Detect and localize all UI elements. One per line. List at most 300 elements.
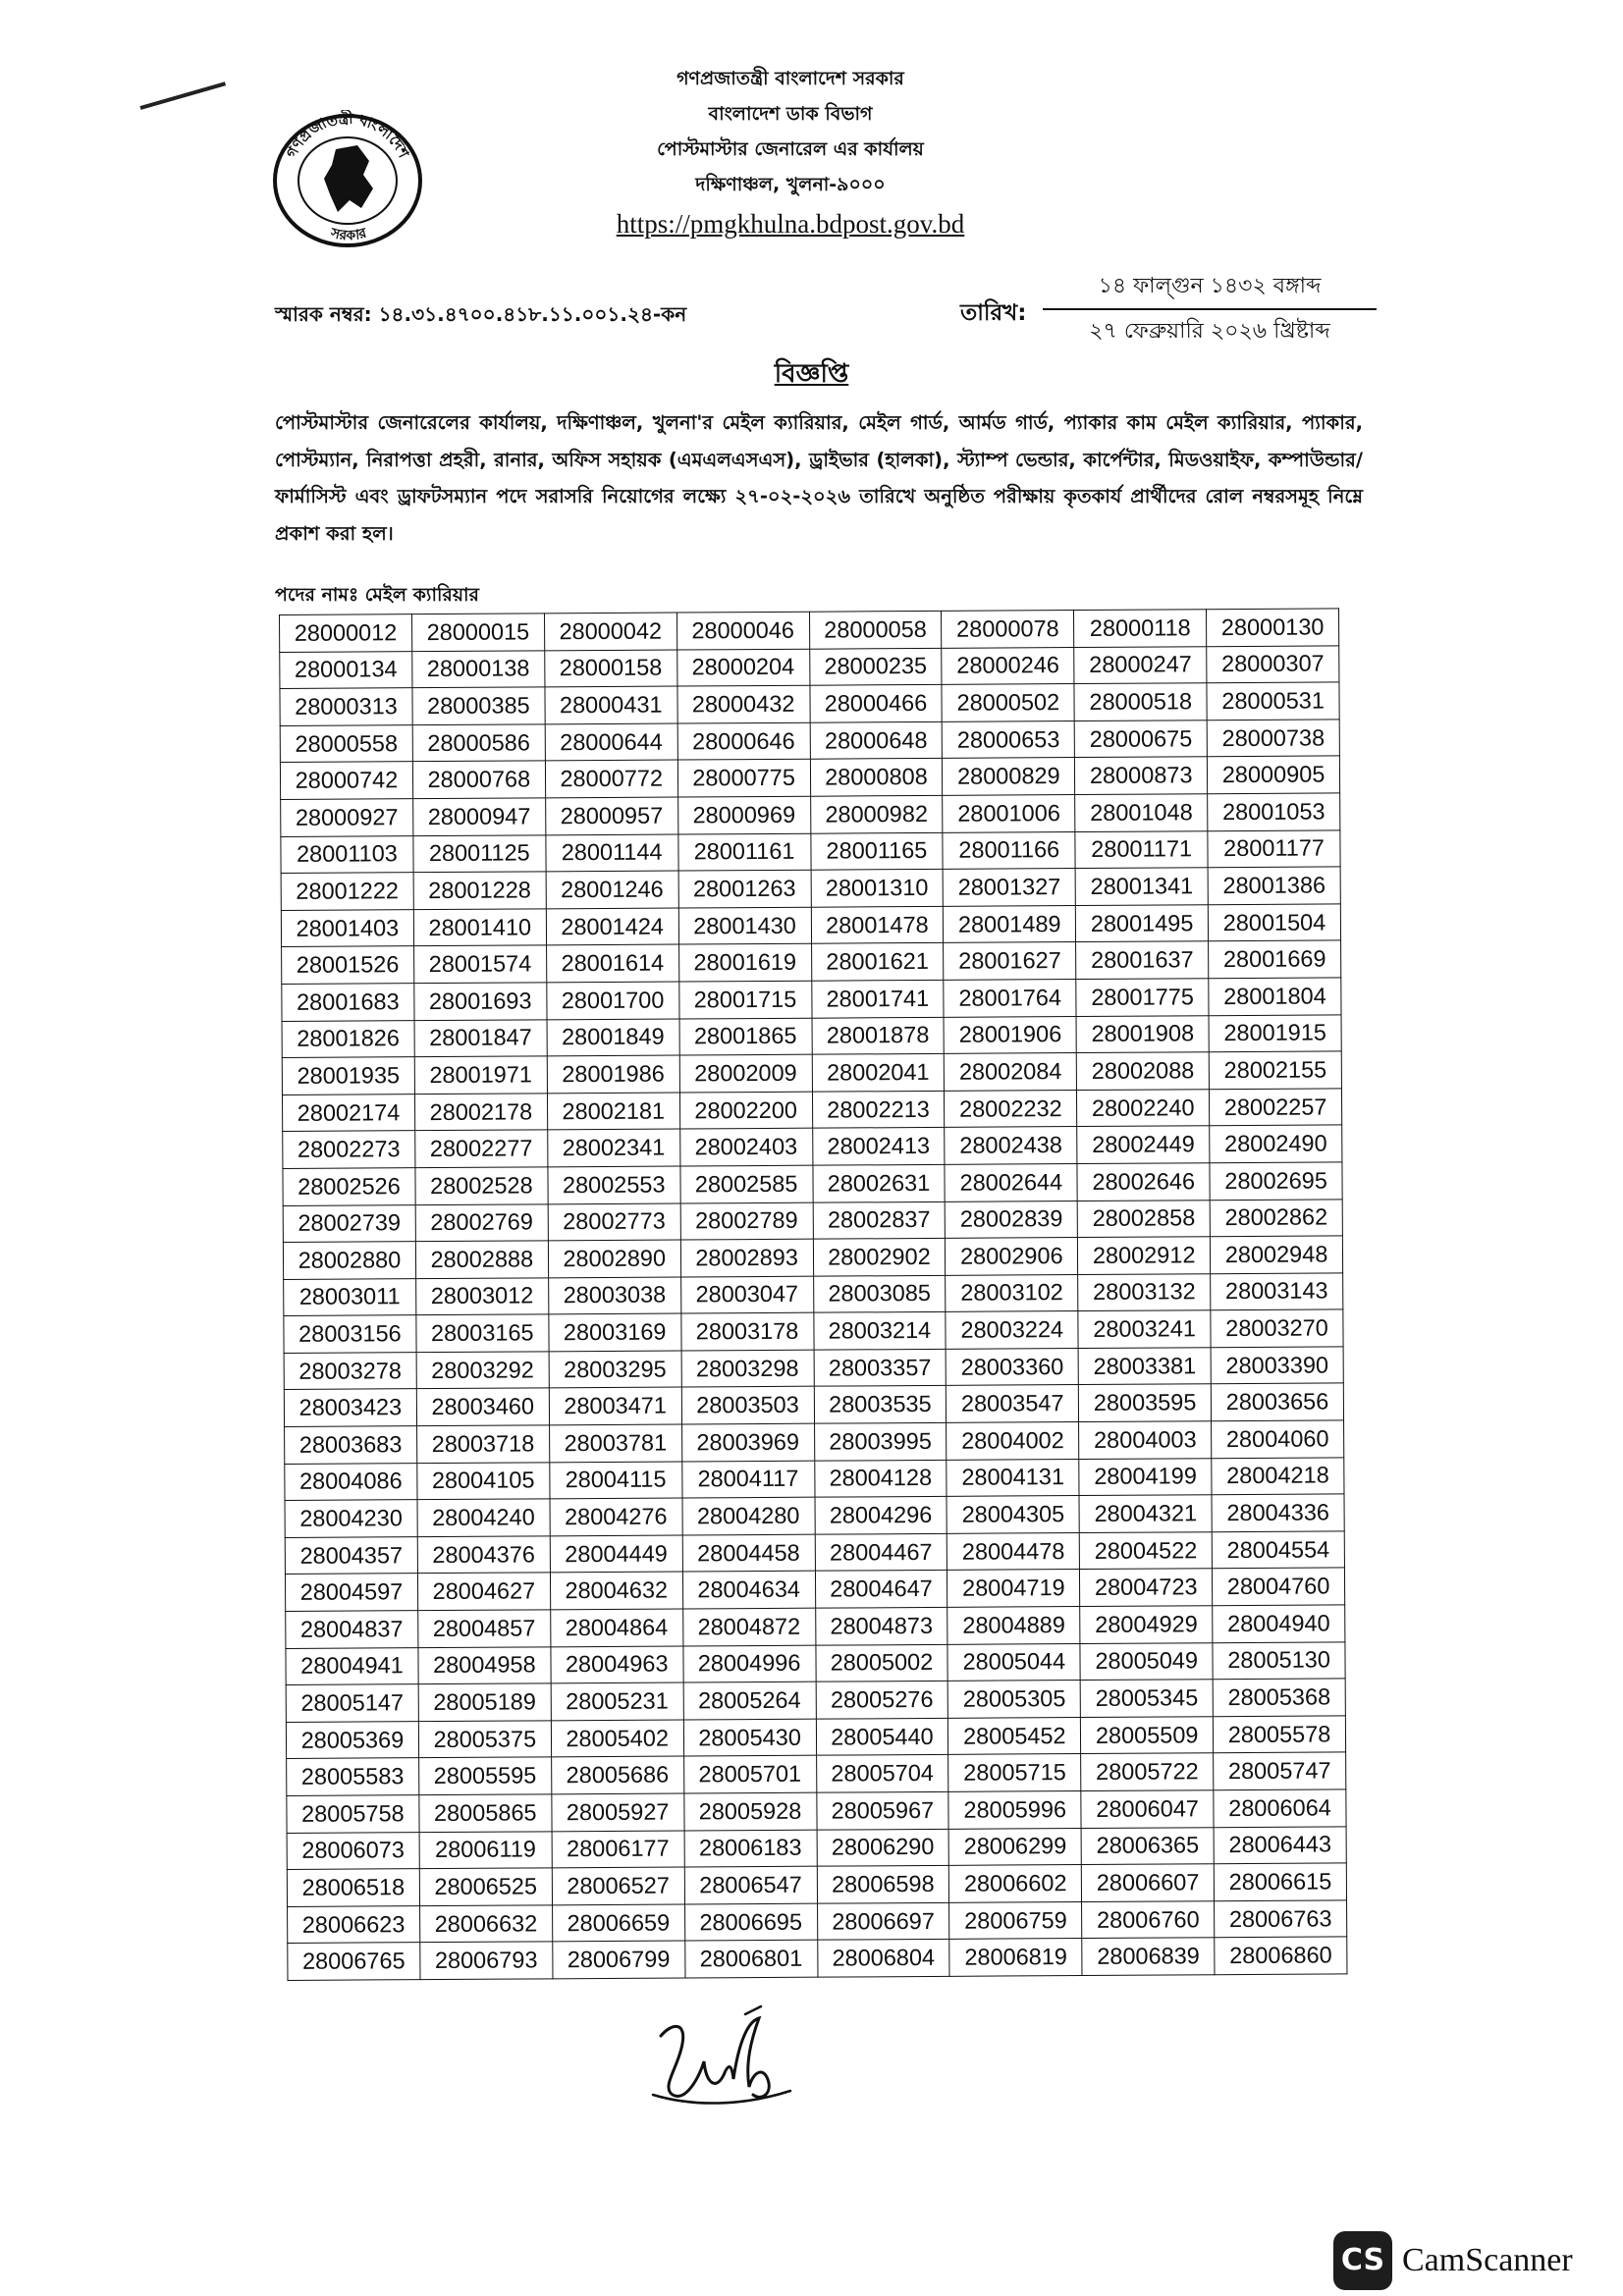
roll-table-row: [288, 1900, 1347, 1944]
roll-number-cell: 28004554: [1212, 1531, 1344, 1569]
roll-number-cell: 28002178: [414, 1094, 547, 1131]
roll-number-cell: 28006659: [552, 1904, 684, 1942]
roll-number-cell: 28005686: [551, 1756, 683, 1793]
letterhead: [491, 61, 1090, 243]
roll-number-cell: 28001935: [282, 1057, 414, 1095]
roll-number-cell: 28002181: [547, 1093, 679, 1130]
roll-number-cell: 28004357: [285, 1536, 417, 1574]
roll-number-cell: 28002839: [946, 1201, 1078, 1238]
roll-number-cell: 28000134: [280, 651, 412, 688]
roll-number-cell: 28003357: [814, 1349, 947, 1386]
roll-number-cell: 28003295: [549, 1351, 681, 1388]
roll-number-cell: 28006527: [552, 1867, 684, 1904]
roll-number-cell: 28002084: [945, 1053, 1077, 1091]
roll-number-cell: 28005375: [418, 1721, 551, 1758]
roll-table-row: [282, 1014, 1341, 1057]
roll-number-cell: 28002413: [812, 1128, 945, 1165]
roll-number-cell: 28005722: [1081, 1753, 1214, 1790]
roll-number-cell: 28002862: [1210, 1199, 1342, 1236]
roll-number-cell: 28002888: [415, 1241, 548, 1278]
roll-table-row: [284, 1309, 1343, 1353]
roll-number-cell: 28000307: [1207, 645, 1339, 682]
roll-number-cell: 28000558: [280, 724, 412, 762]
roll-number-cell: 28005967: [816, 1791, 948, 1829]
roll-number-cell: 28002769: [415, 1203, 548, 1241]
roll-number-cell: 28003132: [1078, 1273, 1211, 1310]
roll-number-cell: 28000531: [1207, 682, 1339, 720]
roll-number-cell: 28006623: [288, 1905, 420, 1943]
roll-table-row: [280, 720, 1339, 763]
roll-number-cell: 28003547: [947, 1385, 1079, 1422]
roll-number-cell: 28006793: [420, 1942, 553, 1979]
roll-number-cell: 28001775: [1076, 979, 1209, 1016]
roll-number-cell: 28000646: [677, 722, 810, 760]
roll-table-row: [280, 609, 1339, 652]
roll-number-cell: 28005368: [1213, 1679, 1345, 1716]
roll-number-cell: 28002644: [945, 1163, 1077, 1201]
government-seal-icon: [267, 110, 429, 249]
roll-number-cell: 28001495: [1076, 904, 1209, 941]
roll-number-cell: 28000873: [1075, 757, 1208, 794]
roll-number-cell: 28003143: [1211, 1273, 1343, 1310]
roll-number-cell: 28004002: [947, 1422, 1079, 1460]
roll-number-cell: 28000648: [810, 721, 943, 759]
roll-number-cell: 28003047: [680, 1276, 813, 1313]
roll-number-cell: 28004889: [947, 1607, 1080, 1644]
memo-number: স্মারক নম্বর: ১৪.৩১.৪৭০০.৪১৮.১১.০০১.২৪-কন: [275, 302, 687, 326]
roll-number-cell: 28001804: [1209, 978, 1341, 1015]
roll-number-cell: 28003535: [814, 1386, 947, 1423]
svg-text:সরকার: [328, 225, 369, 243]
roll-table-row: [286, 1679, 1345, 1722]
roll-number-cell: 28005747: [1214, 1752, 1346, 1789]
date-label: তারিখ:: [960, 300, 1027, 326]
roll-number-cell: 28002213: [812, 1091, 945, 1128]
roll-number-cell: 28002739: [283, 1204, 415, 1242]
roll-number-cell: 28004467: [815, 1533, 947, 1571]
roll-table-row: [285, 1458, 1344, 1501]
roll-number-cell: 28004963: [551, 1646, 683, 1683]
roll-number-cell: 28001764: [944, 979, 1076, 1016]
date-gregorian: ২৭ ফেব্রুয়ারি ২০২৬ খ্রিষ্টাব্দ: [1089, 319, 1330, 344]
roll-number-cell: 28006365: [1081, 1827, 1214, 1864]
roll-number-cell: 28000158: [544, 650, 676, 687]
roll-number-cell: 28003656: [1211, 1383, 1343, 1420]
roll-number-cell: 28000246: [942, 647, 1074, 684]
roll-number-cell: 28001489: [944, 905, 1076, 942]
roll-number-cell: 28001161: [677, 833, 810, 871]
roll-number-cell: 28001341: [1075, 868, 1208, 905]
roll-number-cell: 28001683: [282, 984, 414, 1021]
roll-number-cell: 28001103: [281, 835, 413, 873]
roll-number-cell: 28004280: [682, 1497, 815, 1534]
roll-number-cell: 28005440: [816, 1718, 948, 1755]
roll-table-row: [280, 645, 1339, 688]
roll-number-cell: 28004296: [815, 1497, 947, 1534]
roll-number-cell: 28002890: [548, 1240, 680, 1277]
roll-number-cell: 28003298: [681, 1350, 814, 1387]
roll-number-cell: 28000742: [280, 762, 412, 799]
roll-number-cell: 28001310: [811, 870, 944, 907]
roll-number-cell: 28002155: [1209, 1051, 1341, 1089]
roll-number-cell: 28000675: [1074, 721, 1207, 758]
roll-number-cell: 28005305: [948, 1681, 1081, 1718]
roll-number-cell: 28005578: [1213, 1716, 1345, 1753]
roll-number-cell: 28004218: [1212, 1458, 1344, 1495]
roll-number-cell: 28002528: [415, 1167, 548, 1204]
letterhead-department: বাংলাদেশ ডাক বিভাগ: [708, 103, 873, 125]
roll-number-cell: 28006064: [1214, 1789, 1346, 1827]
roll-number-cell: 28005996: [948, 1791, 1081, 1829]
roll-number-cell: 28001526: [282, 946, 414, 984]
roll-number-cell: 28002631: [812, 1164, 945, 1201]
roll-number-cell: 28004240: [417, 1499, 550, 1536]
roll-number-cell: 28006177: [552, 1831, 684, 1868]
roll-number-cell: 28003503: [681, 1387, 814, 1424]
camscanner-watermark: CamScanner: [1402, 2242, 1573, 2278]
roll-number-cell: 28003718: [416, 1425, 549, 1463]
roll-number-cell: 28003969: [681, 1423, 814, 1461]
roll-table-row: [286, 1605, 1345, 1648]
roll-number-cell: 28001246: [546, 871, 678, 908]
roll-number-cell: 28005701: [683, 1756, 816, 1793]
roll-number-cell: 28004376: [417, 1536, 550, 1574]
date-divider: [1043, 308, 1377, 310]
roll-table-row: [280, 682, 1339, 725]
notice-body: পোস্টমাস্টার জেনারেলের কার্যালয়, দক্ষিণাঞ্চল, খুলনা'র মেইল ক্যারিয়ার, মেইল গার্ড, আর্মড গার্ড, প্যাকার কাম মেইল ক্যারিয়ার, প্যাকার, পোস্টম্যান, নিরাপত্তা প্রহরী, রানার, অফিস সহায়ক (এমএলএসএস), ড্রাইভার (হালকা), স্ট্যাম্প ভেন্ডার, কার্পেন্টার, মিডওয়াইফ, কম্পাউন্ডার/ফার্মাসিস্ট এবং ড্রাফটসম্যান পদে সরাসরি নিয়োগের লক্ষ্যে ২৭-০২-২০২৬ তারিখে অনুষ্ঠিত পরীক্ষায় কৃতকার্য প্রার্থীদের রোল নম্বরসমূহ নিম্নে প্রকাশ করা হল।: [275, 411, 1363, 545]
roll-number-cell: 28002646: [1077, 1163, 1210, 1201]
roll-number-cell: 28004522: [1079, 1532, 1212, 1570]
roll-number-cell: 28002257: [1210, 1089, 1342, 1126]
roll-number-cell: 28003381: [1078, 1348, 1211, 1385]
roll-number-cell: 28003011: [284, 1278, 416, 1315]
letterhead-government: গণপ্রজাতন্ত্রী বাংলাদেশ সরকার: [676, 68, 904, 89]
roll-number-cell: 28001637: [1076, 941, 1209, 979]
camscanner-logo-icon: CS: [1333, 2231, 1392, 2290]
letterhead-office: পোস্টমাস্টার জেনারেল এর কার্যালয়: [657, 138, 924, 160]
roll-number-cell: 28006525: [419, 1868, 552, 1905]
notice-title: [0, 353, 1623, 397]
roll-number-cell: 28001048: [1075, 794, 1208, 831]
roll-table-row: [287, 1752, 1346, 1795]
roll-number-cell: 28002906: [946, 1238, 1078, 1275]
roll-number-cell: 28001165: [810, 832, 943, 870]
roll-number-cell: 28002088: [1076, 1052, 1209, 1090]
roll-number-cell: 28003781: [549, 1424, 681, 1462]
roll-number-cell: 28006763: [1215, 1900, 1347, 1938]
roll-number-cell: 28005865: [419, 1794, 552, 1832]
roll-number-cell: 28002174: [282, 1094, 414, 1131]
roll-number-cell: 28004115: [550, 1462, 682, 1499]
roll-number-cell: 28005715: [948, 1754, 1081, 1791]
roll-number-cell: 28004597: [285, 1574, 417, 1611]
roll-number-cell: 28003038: [548, 1277, 680, 1314]
roll-number-cell: 28000947: [413, 798, 546, 835]
roll-number-cell: 28001915: [1209, 1014, 1341, 1051]
post-name-label: পদের নামঃ মেইল ক্যারিয়ার: [275, 584, 479, 606]
roll-number-cell: 28006443: [1214, 1826, 1346, 1863]
roll-number-cell: 28001971: [414, 1056, 547, 1094]
roll-number-cell: 28003423: [284, 1389, 416, 1426]
roll-number-cell: 28002880: [283, 1242, 415, 1279]
roll-number-cell: 28004940: [1213, 1605, 1345, 1642]
roll-number-cell: 28004719: [947, 1570, 1080, 1607]
roll-number-cell: 28004131: [947, 1459, 1079, 1496]
roll-table-row: [287, 1826, 1346, 1869]
roll-number-cell: 28004864: [550, 1609, 682, 1646]
roll-number-cell: 28000432: [677, 685, 810, 722]
roll-number-cell: 28003683: [285, 1426, 417, 1464]
roll-number-cell: 28001627: [944, 942, 1076, 980]
roll-number-cell: 28000518: [1074, 683, 1207, 721]
roll-table-row: [281, 904, 1340, 947]
roll-table-row: [282, 1089, 1341, 1132]
roll-number-cell: 28003995: [814, 1422, 947, 1460]
roll-number-cell: 28001386: [1208, 867, 1340, 904]
roll-number-cell: 28004941: [286, 1647, 418, 1684]
roll-number-cell: 28003156: [284, 1315, 416, 1353]
roll-number-cell: 28001177: [1208, 829, 1340, 867]
roll-number-cell: 28006819: [949, 1939, 1082, 1976]
roll-number-cell: 28006760: [1082, 1900, 1215, 1938]
roll-number-cell: 28003471: [549, 1387, 681, 1424]
roll-number-cell: 28004996: [683, 1645, 816, 1682]
roll-number-cell: 28001424: [546, 908, 678, 945]
roll-number-cell: 28004458: [682, 1534, 815, 1572]
roll-number-cell: 28003460: [416, 1388, 549, 1425]
roll-number-cell: 28000738: [1207, 720, 1339, 757]
date-bangla: ১৪ ফাল্গুন ১৪৩২ বঙ্গাব্দ: [1098, 274, 1322, 298]
roll-table-row: [287, 1863, 1346, 1906]
roll-number-cell: 28000138: [412, 650, 545, 687]
roll-number-cell: 28002948: [1211, 1236, 1343, 1273]
roll-number-cell: 28001053: [1208, 793, 1340, 830]
roll-number-cell: 28001865: [679, 1018, 812, 1055]
roll-number-cell: 28002893: [680, 1239, 813, 1276]
roll-number-cell: 28001908: [1076, 1015, 1209, 1052]
roll-table-row: [283, 1236, 1342, 1279]
roll-number-cell: 28005704: [816, 1755, 948, 1792]
roll-number-cell: 28000829: [943, 758, 1075, 795]
roll-number-cell: 28006598: [817, 1866, 949, 1903]
roll-table-row: [284, 1273, 1343, 1316]
roll-table-row: [282, 940, 1341, 984]
roll-number-cell: 28006839: [1082, 1938, 1215, 1975]
roll-number-cell: 28001621: [811, 943, 944, 981]
roll-number-cell: 28002490: [1210, 1125, 1342, 1162]
roll-number-cell: 28000012: [280, 614, 412, 652]
roll-number-cell: 28003292: [416, 1352, 549, 1389]
roll-number-cell: 28005452: [948, 1717, 1081, 1754]
roll-number-cell: 28004723: [1080, 1569, 1213, 1606]
roll-number-cell: 28004478: [947, 1532, 1080, 1570]
roll-number-cell: 28006632: [419, 1905, 552, 1943]
roll-table-row: [286, 1716, 1345, 1759]
roll-number-cell: 28005147: [286, 1684, 418, 1722]
roll-number-cell: 28003165: [416, 1314, 549, 1352]
roll-number-cell: 28005369: [286, 1721, 418, 1758]
roll-number-cell: 28002232: [945, 1090, 1077, 1127]
signature: [643, 1993, 800, 2120]
roll-number-cell: 28006602: [949, 1865, 1082, 1902]
roll-number-cell: 28001125: [413, 834, 546, 872]
roll-number-cell: 28000247: [1074, 646, 1207, 683]
roll-number-cell: 28003169: [549, 1313, 681, 1351]
roll-number-cell: 28000078: [942, 611, 1074, 648]
roll-table-row: [280, 756, 1339, 799]
roll-number-cell: 28002912: [1078, 1237, 1211, 1274]
roll-number-cell: 28000927: [281, 799, 413, 836]
roll-number-cell: 28000772: [545, 760, 677, 797]
roll-number-cell: 28006607: [1082, 1864, 1215, 1901]
roll-number-cell: 28003085: [813, 1275, 946, 1312]
notice-title-text: বিজ্ঞপ্তি: [774, 359, 849, 389]
roll-number-cell: 28002837: [813, 1201, 946, 1239]
roll-number-cell: 28000385: [412, 687, 545, 724]
roll-number-cell: 28000118: [1074, 610, 1207, 647]
roll-number-cell: 28006759: [949, 1901, 1082, 1939]
roll-number-cell: 28001693: [414, 983, 547, 1020]
roll-number-cell: 28000644: [545, 723, 677, 761]
roll-number-cell: 28003241: [1078, 1310, 1211, 1348]
roll-number-cell: 28004305: [947, 1496, 1079, 1533]
roll-table-row: [286, 1642, 1345, 1685]
roll-number-cell: 28001986: [547, 1055, 679, 1093]
roll-number-cell: 28001619: [678, 944, 811, 982]
roll-number-cell: 28002585: [680, 1165, 813, 1202]
roll-number-cell: 28001741: [811, 980, 944, 1017]
roll-number-cell: 28006799: [553, 1941, 685, 1978]
roll-number-cell: 28001263: [678, 870, 811, 907]
roll-number-cell: 28001403: [281, 909, 413, 946]
roll-number-cell: 28004634: [682, 1572, 815, 1609]
roll-number-cell: 28000058: [809, 611, 942, 648]
roll-number-cell: 28001144: [546, 834, 678, 872]
roll-number-cell: 28003360: [946, 1348, 1078, 1385]
roll-number-cell: 28006290: [817, 1829, 949, 1866]
roll-number-cell: 28001430: [678, 907, 811, 944]
roll-number-cell: 28002341: [547, 1129, 679, 1166]
roll-table-row: [285, 1568, 1344, 1611]
roll-number-cell: 28006860: [1215, 1937, 1347, 1974]
roll-number-cell: 28005583: [287, 1758, 419, 1795]
roll-number-cell: 28000046: [676, 612, 809, 649]
roll-number-cell: 28006547: [684, 1866, 817, 1903]
roll-number-cell: 28006299: [948, 1828, 1081, 1865]
roll-number-cell: 28004760: [1213, 1568, 1345, 1605]
roll-number-cell: 28004060: [1212, 1420, 1344, 1458]
roll-number-cell: 28006073: [287, 1832, 419, 1869]
seal-bottom-text: সরকার: [329, 225, 369, 244]
roll-number-cell: 28001171: [1075, 830, 1208, 868]
roll-number-cell: 28000653: [943, 721, 1075, 758]
roll-number-cell: 28004958: [418, 1646, 551, 1683]
roll-number-cell: 28003214: [813, 1312, 946, 1350]
roll-table-row: [281, 829, 1340, 873]
roll-number-cell: 28001669: [1209, 940, 1341, 978]
roll-number-cell: 28003102: [946, 1274, 1078, 1311]
roll-table-row: [285, 1531, 1344, 1575]
roll-number-cell: 28005130: [1213, 1642, 1345, 1680]
roll-number-cell: 28004872: [682, 1608, 815, 1645]
roll-number-cell: 28000130: [1207, 609, 1339, 646]
roll-number-cell: 28002526: [283, 1168, 415, 1205]
scan-mark: [139, 81, 226, 110]
roll-number-cell: 28002858: [1077, 1200, 1210, 1237]
roll-table-row: [281, 793, 1340, 836]
roll-number-cell: 28005002: [815, 1644, 947, 1682]
roll-number-cell: 28002902: [813, 1238, 946, 1275]
roll-number-cell: 28004321: [1079, 1495, 1212, 1532]
roll-number-cell: 28004199: [1079, 1458, 1212, 1495]
roll-number-cell: 28000042: [544, 613, 676, 650]
roll-number-cell: 28000235: [809, 648, 942, 685]
roll-number-cell: 28000015: [411, 614, 544, 651]
roll-number-cell: 28002449: [1077, 1126, 1210, 1163]
roll-number-cell: 28000905: [1208, 756, 1340, 793]
roll-number-cell: 28001166: [943, 831, 1075, 869]
roll-number-cell: 28006804: [817, 1940, 949, 1977]
roll-number-cell: 28002695: [1210, 1162, 1342, 1200]
roll-number-cell: 28004929: [1080, 1606, 1213, 1643]
roll-number-cell: 28000982: [810, 795, 943, 832]
roll-number-cell: 28004857: [418, 1610, 551, 1647]
roll-number-cell: 28001715: [678, 981, 811, 1018]
roll-number-cell: 28000204: [676, 649, 809, 686]
roll-table-row: [283, 1162, 1342, 1205]
roll-table-row: [287, 1789, 1346, 1833]
roll-number-cell: 28004632: [550, 1572, 682, 1609]
roll-number-cell: 28004117: [681, 1461, 814, 1498]
roll-number-cell: 28000313: [280, 688, 412, 725]
letterhead-location: দক্ষিণাঞ্চল, খুলনা-৯০০০: [695, 174, 886, 195]
roll-number-cell: 28000502: [942, 684, 1074, 721]
roll-number-cell: 28005402: [551, 1720, 683, 1757]
roll-number-cell: 28001574: [413, 945, 546, 983]
roll-number-cell: 28002200: [679, 1092, 812, 1129]
roll-table-row: [282, 978, 1341, 1021]
roll-number-cell: 28001614: [546, 944, 678, 982]
roll-number-cell: 28001906: [944, 1016, 1076, 1053]
roll-number-cell: 28006801: [684, 1941, 817, 1978]
roll-number-cell: 28005927: [552, 1793, 684, 1831]
roll-number-cell: 28003224: [946, 1311, 1078, 1349]
roll-table-row: [284, 1383, 1343, 1426]
roll-number-cell: 28003178: [680, 1312, 813, 1350]
roll-number-cell: 28005189: [418, 1683, 551, 1721]
roll-number-cell: 28000586: [412, 724, 545, 762]
roll-number-cell: 28005044: [947, 1643, 1080, 1681]
roll-table-body: [280, 609, 1347, 1981]
roll-number-cell: 28000466: [809, 685, 942, 722]
roll-number-cell: 28002553: [548, 1166, 680, 1203]
roll-number-cell: 28006697: [817, 1902, 949, 1940]
roll-number-cell: 28001327: [943, 869, 1075, 906]
roll-number-cell: 28000957: [545, 797, 677, 834]
roll-number-cell: 28001228: [413, 872, 546, 909]
website-link[interactable]: https://pmgkhulna.bdpost.gov.bd: [616, 209, 965, 239]
roll-table-row: [285, 1420, 1344, 1464]
roll-number-cell: 28005276: [816, 1682, 948, 1719]
roll-number-cell: 28004449: [550, 1535, 682, 1573]
roll-number-table: [279, 608, 1347, 1981]
roll-number-cell: 28003270: [1211, 1309, 1343, 1347]
roll-number-cell: 28005430: [683, 1719, 816, 1756]
roll-number-cell: 28002273: [283, 1131, 415, 1168]
roll-number-cell: 28000775: [677, 760, 810, 797]
roll-table-row: [285, 1494, 1344, 1537]
roll-number-cell: 28005758: [287, 1795, 419, 1833]
